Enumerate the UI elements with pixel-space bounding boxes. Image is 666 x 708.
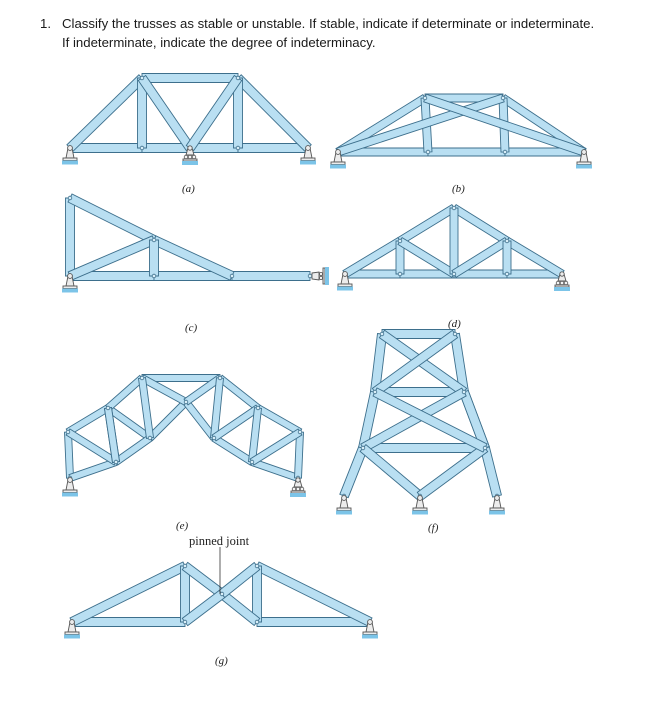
figure-label-e: (e) [176, 520, 189, 532]
truss-a-member [238, 144, 308, 153]
truss-g-joint [255, 620, 259, 624]
figure-label-a: (a) [182, 183, 195, 195]
truss-e-member [148, 400, 189, 441]
truss-c-member [66, 198, 75, 276]
figure-label-f: (f) [428, 522, 439, 534]
truss-b-joint [501, 96, 505, 100]
truss-c-joint [68, 196, 72, 200]
truss-f-joint [453, 332, 457, 336]
truss-e-joint [250, 460, 254, 464]
truss-g-joint [255, 564, 259, 568]
pin-support-icon [489, 496, 505, 515]
truss-g-joint [183, 620, 187, 624]
truss-c-joint [308, 274, 312, 278]
truss-b-joint [503, 150, 507, 154]
question-line-1: Classify the trusses as stable or unstable. If stable, indicate if determinate or indeterminate. [62, 16, 595, 31]
truss-g-member [255, 562, 372, 626]
truss-c-joint [230, 274, 234, 278]
truss-f-joint [373, 390, 377, 394]
truss-e-joint [148, 436, 152, 440]
truss-d-member [503, 241, 511, 274]
truss-d-joint [398, 239, 402, 243]
pinned-joint-annotation: pinned joint [189, 534, 250, 548]
truss-b-joint [423, 96, 427, 100]
truss-a-joint [140, 146, 144, 150]
figure-label-c: (c) [185, 322, 198, 334]
truss-e-joint [218, 376, 222, 380]
truss-e-joint [184, 400, 188, 404]
truss-d-member [452, 205, 509, 245]
truss-e-joint [114, 460, 118, 464]
question-line-2: If indeterminate, indicate the degree of indeterminacy. [62, 35, 376, 50]
truss-a-member [67, 75, 145, 151]
truss-d-joint [398, 272, 402, 276]
truss-f-joint [483, 446, 487, 450]
truss-e-joint [140, 376, 144, 380]
figure-label-g: (g) [215, 655, 228, 667]
truss-e-joint [66, 430, 70, 434]
truss-a-member [235, 75, 311, 151]
truss-e-joint [256, 406, 260, 410]
truss-d-joint [452, 206, 456, 210]
truss-g-joint [220, 592, 224, 596]
wall-roller-support-icon [312, 267, 329, 285]
truss-c-member [232, 272, 310, 281]
truss-d-joint [452, 272, 456, 276]
truss-d-joint [505, 272, 509, 276]
pin-support-icon [62, 478, 78, 497]
pin-support-icon [336, 496, 352, 515]
truss-e-joint [212, 436, 216, 440]
truss-e-joint [106, 406, 110, 410]
truss-b-member [428, 148, 505, 156]
truss-e-joint [298, 430, 302, 434]
truss-c-member [150, 240, 159, 276]
question-number: 1. [40, 16, 51, 31]
truss-a-member [70, 144, 142, 153]
truss-d-member [450, 208, 458, 274]
figure-label-d: (d) [448, 318, 461, 330]
truss-a-member [142, 74, 238, 83]
truss-f-joint [462, 390, 466, 394]
truss-f-member [363, 444, 485, 453]
truss-a-joint [236, 146, 240, 150]
truss-c-joint [152, 238, 156, 242]
truss-f-joint [361, 446, 365, 450]
truss-d-joint [505, 239, 509, 243]
truss-g-member [70, 562, 187, 626]
truss-d-member [398, 205, 456, 245]
truss-g-joint [183, 564, 187, 568]
roller-support-icon [290, 478, 306, 497]
truss-b-joint [426, 150, 430, 154]
truss-a-joint [140, 76, 144, 80]
truss-f-joint [380, 332, 384, 336]
truss-e-member [218, 375, 260, 410]
truss-c-joint [152, 274, 156, 278]
truss-a-joint [236, 76, 240, 80]
figure-label-b: (b) [452, 183, 465, 195]
pin-support-icon [412, 496, 428, 515]
truss-c-member [68, 194, 156, 244]
